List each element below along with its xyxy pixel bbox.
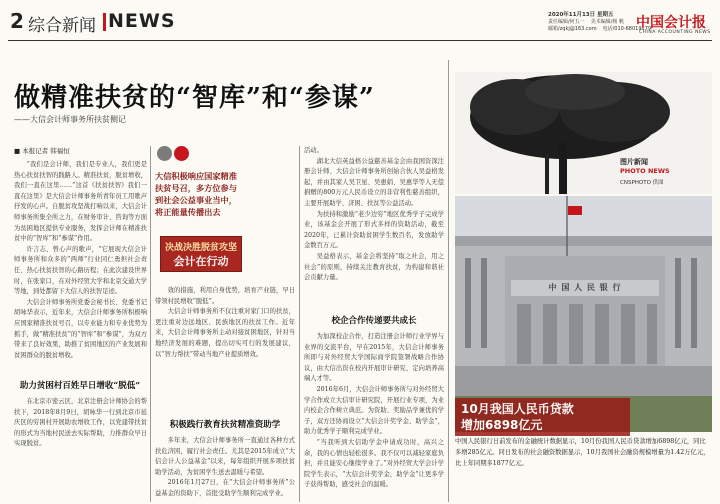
tree-photo (455, 72, 712, 194)
photo-headline-line2: 增加6898亿元 (461, 418, 543, 432)
article-column-1 (14, 160, 147, 375)
paragraph: 2016年6月，大信会计师事务所与对外经贸大学合作成立大信审计研究院，开展行业专项，为业内校企合作树立典范。为资助、奖励品学兼优的学子，双方还协商设立“大信会计奖学金、助学金”，助力优秀学子顺利完成学业。 (304, 385, 444, 436)
photo-news-label: 图片新闻 (620, 158, 648, 166)
photo-caption: 中国人民银行日前发布的金融统计数据显示，10月份我国人民币贷款增加6898亿元，同比多增285亿元。同日发布的社会融资数据显示，10月我国社会融资规模增量为1.42万亿元，比上年同期多1877亿元。 (455, 438, 710, 467)
bank-photo (455, 196, 712, 432)
article-subtitle: ——大信会计师事务所扶贫侧记 (14, 115, 126, 124)
column-rule (448, 60, 449, 502)
badge-subtitle: 会计在行动 (173, 255, 229, 268)
photo-headline-box (455, 398, 630, 436)
paragraph: 大信会计师事务所党委会秘书长、党委书记胡咏华表示，近年来，大信会计师事务所积极响应国家精准扶贫号召，以专业能力和专业优势为抓手，做“精准扶贫”的“智库”和“参谋”，为双方带来了良好效果，助推了贫困地区的产业发展和贫困群众的脱贫增收。 (14, 298, 147, 359)
building-sign: 中 国 人 民 银 行 (548, 282, 622, 292)
campaign-badge (160, 236, 242, 272)
page-number: 2 (10, 9, 24, 33)
article-column-1b (14, 397, 147, 502)
news-label: NEWS (108, 10, 176, 32)
article-title: 做精准扶贫的“智库”和“参谋” (14, 83, 375, 113)
article-column-2b (155, 436, 295, 502)
paragraph: 效的措施，利用自身优势，培育产业链，早日带领村民增收“脱低”。 (155, 287, 295, 305)
paragraph: 多年来，大信会计师事务所一直通过各种方式扶危济困，履行社会责任。尤其是2015年成立“大信会计人公益基金”以来，每年组织开展多项扶贫助学活动，为贫困学生送去温暖与希望。 (155, 437, 295, 476)
paragraph: 为加深校企合作，打造注册会计师行业学界与业界的交流平台，早在2015年，大信会计师事务所即与对外经贸大学国际商学院签署战略合作协议，由大信出资在校内开展审计研究、定向培养高端人才等。 (304, 333, 444, 383)
paragraph: 为扶持和激励“老少边穷”地区优秀学子完成学业，该基金会开展了形式多样的资助活动，截至2020年，已累计资助贫困学生数百名，发放助学金数百万元。 (304, 210, 444, 250)
byline: ■ 本报记者 韩福恒 (14, 147, 70, 155)
paragraph: 活动。 (304, 147, 323, 154)
art-editor: 美术编辑/杨 帆 (590, 19, 624, 25)
tree-illustration (455, 72, 712, 194)
column-rule (150, 146, 151, 502)
photo-credit: CNSPHOTO 供图 (620, 180, 664, 186)
article-column-3 (304, 146, 444, 306)
subhead-1: 助力贫困村百姓早日增收“脱低” (19, 381, 141, 391)
pull-quote: 大信积极响应国家精准扶贫号召，多方位参与到社会公益事业当中，将正能量传播出去 (155, 171, 237, 217)
phone: 电话/010-68019179 (602, 26, 652, 32)
paragraph: 大信会计师事务所不仅注重对家门口的扶贫，更注重对边远地区、民族地区的扶贫工作。近年来，大信会计师事务所主动对接贫困地区，针对当地经济发展的难题，提出切实可行的发展建议，以“智力帮扶”带动当地产业提质增效。 (155, 308, 295, 358)
article-column-2 (155, 286, 295, 411)
column-rule (299, 146, 300, 502)
newspaper-logo: 中国会计报 (636, 15, 706, 31)
decor-dot-red (174, 146, 189, 161)
badge-title: 决战决胜脱贫攻坚 (164, 243, 237, 253)
photo-headline-line1: 10月我国人民币贷款 (461, 402, 574, 416)
paragraph: “当我听到大信助学金申请成功时，高兴之余，我的心情也轻松很多。我不仅可以减轻家庭负担，并且能安心继续学业了。”对外经贸大学会计学院学生表示，“大信会计奖学金，助学金”让更多学子获得帮助，感受社会的温暖。 (304, 438, 444, 489)
email: 邮箱/zqkj@163.com (548, 26, 597, 32)
paragraph: “我们是会计师，我们是专业人，我们更是热心扶贫扶智的践路人。精准扶贫，脱贫增收，我们一直在这里……”这首《扶贫扶智》我们一直在这里》是大信会计师事务所青年员工用歌声抒发的心声。自脱贫攻坚战打响以来，大信会计师事务所集全所之力，在财务审计、咨询等方面为贫困地区提供专业服务，发挥会计师在精准扶贫中的“智库”和“参谋”作用。 (14, 161, 147, 243)
paragraph: 在北京市密云区，北京注册会计师协会的帮扶下，2018年8月9日，胡咏华一行到北京市延庆区的穷困村开展助农增收工作，以党建带扶贫的形式为当地村民送去实际帮助，力推群众早日实现脱贫。 (14, 398, 147, 448)
section-divider (103, 13, 106, 31)
newspaper-logo-en: CHINA ACCOUNTING NEWS (639, 30, 711, 35)
bank-building-illustration (455, 196, 712, 432)
issue-date: 2020年11月13日 星期五 (548, 12, 614, 18)
paragraph: 湖北大信英益格公益慈善基金会由我国资深注册会计师、大信会计师事务所创始合伙人吴益格发起，并由其家人吴卫星、吴惠娟、吴惠华等人无偿捐赠的800万元人民币设立的非营利性慈善组织，主要开展助学、济困、扶贫等公益活动。 (304, 157, 444, 207)
masthead-rule (8, 40, 712, 41)
article-column-3b (304, 332, 444, 502)
photo-news-label-en: PHOTO NEWS (620, 167, 670, 175)
subhead-2: 积极践行教育扶贫精准资助学 (169, 420, 281, 430)
editor: 责任编辑/何五一 (548, 19, 585, 25)
decor-dot-grey (157, 146, 172, 161)
paragraph: 吴益格表示，基金会将坚持“取之社会，用之社会”的原则，持续关注教育扶贫，为构建和谐社会贡献力量。 (304, 252, 444, 282)
paragraph: 许言志、曾心声的歌声，“它展现大信会计师事务所和众多的“两师”行业同仁勇担社会责任、热心扶贫扶智的心路历程；在此次建设世界时，在张家口，在对外经贸大学和北京交通大学等地，到处都留下大信人的扶智足迹。 (14, 245, 147, 296)
subhead-3: 校企合作传递要共成长 (331, 316, 417, 326)
paragraph: 2016年1月27日，在“大信会计师事务所”公益基金的资助下，首批受助学生顺利完成学业。 (155, 479, 295, 497)
section-title: 综合新闻 (28, 16, 96, 36)
